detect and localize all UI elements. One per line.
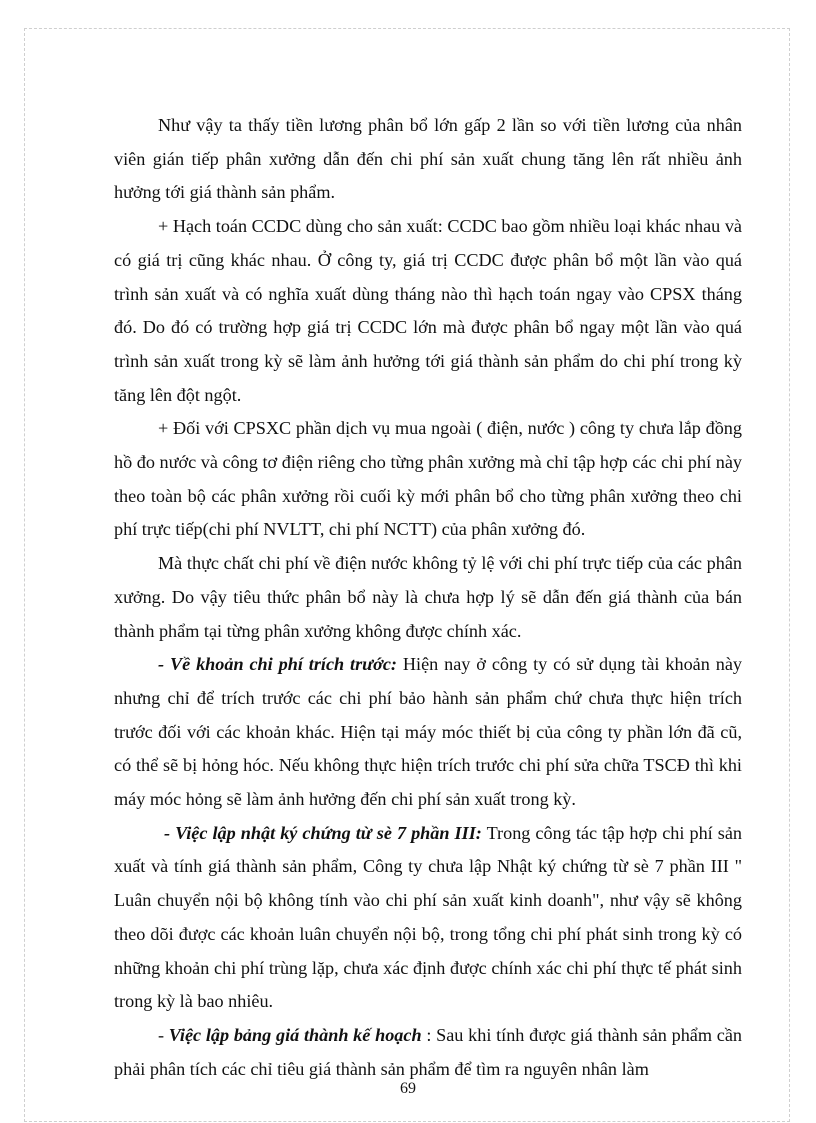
paragraph-text: Trong công tác tập hợp chi phí sản xuất và tính giá thành sản phẩm, Công ty chưa lập Nhật ký chứng từ sè 7 phần III " Luân chuyển nội bộ không tính vào chi phí sản xuất kinh doanh", như vậy sẽ không theo dõi được các khoản luân chuyển nội bộ, trong tổng chi phí phát sinh trong kỳ có những khoản chi phí trùng lặp, chưa xác định được chính xác chi phí thực tế phát sinh trong kỳ là bao nhiêu. — [114, 822, 743, 1012]
paragraph-text: Mà thực chất chi phí về điện nước không tỷ lệ với chi phí trực tiếp của các phân xưởng. Do vậy tiêu thức phân bổ này là chưa hợp lý sẽ dẫn đến giá thành của bán thành phẩm tại từng phân xưởng không được chính xác. — [114, 553, 742, 641]
paragraph-heading: - Về khoản chi phí trích trước: — [158, 654, 397, 675]
paragraph-heading: - Việc lập nhật ký chứng từ sè 7 phần III: — [164, 822, 482, 843]
paragraph-prefix: - — [158, 1024, 169, 1045]
paragraph-text: + Đối với CPSXC phần dịch vụ mua ngoài ( điện, nước ) công ty chưa lắp đồng hồ đo nước và công tơ điện riêng cho từng phân xưởng mà chỉ tập hợp các chi phí này theo toàn bộ các phân xưởng rồi cuối kỳ mới phân bổ cho từng phân xưởng theo chi phí trực tiếp(chi phí NVLTT, chi phí NCTT) của phân xưởng đó. — [114, 418, 742, 540]
body-text — [114, 109, 742, 1086]
paragraph-4 — [114, 547, 742, 648]
page-number: 69 — [400, 1080, 416, 1097]
paragraph-7 — [114, 1019, 742, 1086]
paragraph-6 — [114, 817, 742, 1019]
paragraph-text: : Sau khi tính được giá thành sản phẩm cần phải phân tích các chỉ tiêu giá thành sản phẩm để tìm ra nguyên nhân làm — [114, 1024, 742, 1079]
paragraph-heading: Việc lập bảng giá thành kế hoạch — [168, 1024, 422, 1045]
paragraph-text: Hiện nay ở công ty có sử dụng tài khoản này nhưng chỉ để trích trước các chi phí bảo hành sản phẩm chứ chưa thực hiện trích trước đối với các khoản khác. Hiện tại máy móc thiết bị của công ty phần lớn đã cũ, có thể sẽ bị hỏng hóc. Nếu không thực hiện trích trước chi phí sửa chữa TSCĐ thì khi máy móc hỏng sẽ làm ảnh hưởng đến chi phí sản xuất trong kỳ. — [114, 654, 742, 810]
footer-divider — [24, 1121, 790, 1122]
paragraph-5 — [114, 648, 742, 817]
paragraph-text: Như vậy ta thấy tiền lương phân bổ lớn gấp 2 lần so với tiền lương của nhân viên gián tiếp phân xưởng dẫn đến chi phí sản xuất chung tăng lên rất nhiều ảnh hưởng tới giá thành sản phẩm. — [114, 115, 742, 203]
paragraph-1 — [114, 109, 742, 210]
paragraph-2 — [114, 210, 742, 412]
paragraph-3 — [114, 412, 742, 547]
paragraph-text: + Hạch toán CCDC dùng cho sản xuất: CCDC bao gồm nhiều loại khác nhau và có giá trị cũng khác nhau. Ở công ty, giá trị CCDC được phân bổ một lần vào quá trình sản xuất và có nghĩa xuất dùng tháng nào thì hạch toán ngay vào CPSX tháng đó. Do đó có trường hợp giá trị CCDC lớn mà được phân bổ ngay một lần vào quá trình sản xuất trong kỳ sẽ làm ảnh hưởng tới giá thành sản phẩm do chi phí trong kỳ tăng lên đột ngột. — [114, 216, 742, 405]
